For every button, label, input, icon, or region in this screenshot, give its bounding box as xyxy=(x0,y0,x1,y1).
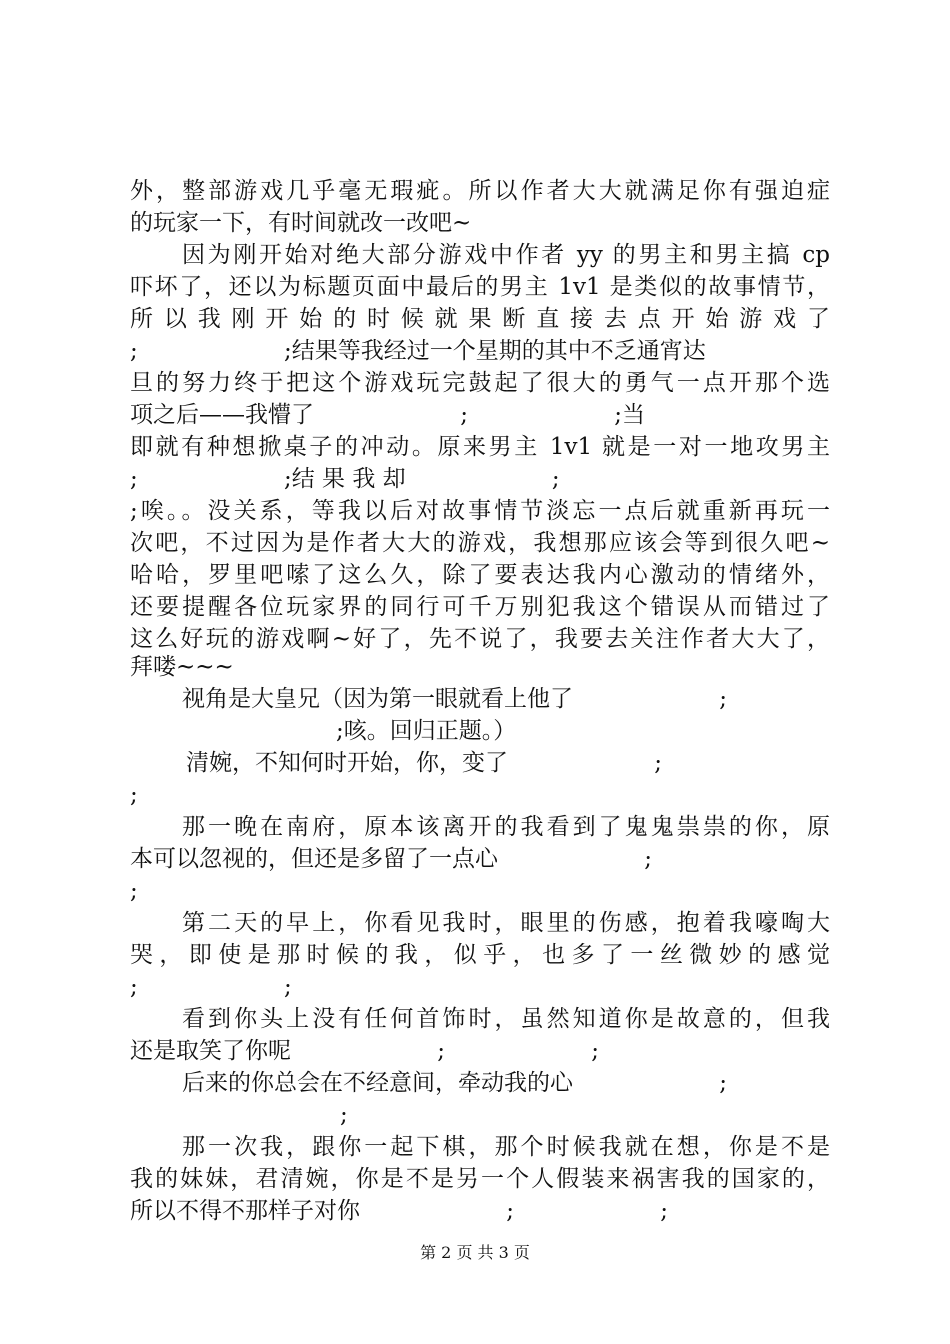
text-line: ;咳。回归正题。） xyxy=(336,718,517,744)
text-line: 项之后——我懵了 ; ;当 xyxy=(130,402,645,428)
text-line: 看到你头上没有任何首饰时，虽然知道你是故意的，但我 xyxy=(182,1006,830,1032)
text-line: 第二天的早上，你看见我时，眼里的伤感，抱着我嚎啕大 xyxy=(182,910,830,936)
text-line: 清婉，不知何时开始，你，变了 ; xyxy=(186,750,662,776)
text-line: 次吧，不过因为是作者大大的游戏，我想那应该会等到很久吧~ xyxy=(130,530,830,556)
page-number-footer: 第 2 页 共 3 页 xyxy=(420,1243,530,1262)
text-line: 还是取笑了你呢 ; ; xyxy=(130,1038,599,1064)
text-line: ;唉。。没关系，等我以后对故事情节淡忘一点后就重新再玩一 xyxy=(130,498,830,524)
text-line: 那一次我，跟你一起下棋，那个时候我就在想，你是不是 xyxy=(182,1134,830,1160)
text-line: 所以不得不那样子对你 ; ; xyxy=(130,1198,668,1224)
text-line: ; ;结果等我经过一个星期的其中不乏通宵达 xyxy=(130,338,706,364)
text-line: 本可以忽视的，但还是多留了一点心 ; xyxy=(130,846,652,872)
text-line: 吓坏了，还以为标题页面中最后的男主 1v1 是类似的故事情节， xyxy=(130,274,830,300)
text-line: 哭，即使是那时候的我，似乎，也多了一丝微妙的感觉 xyxy=(130,942,830,968)
text-line: 视角是大皇兄（因为第一眼就看上他了 ; xyxy=(182,686,727,712)
text-line: ; ; xyxy=(130,974,292,1000)
text-line: 后来的你总会在不经意间，牵动我的心 ; xyxy=(182,1070,727,1096)
text-line: 还要提醒各位玩家界的同行可千万别犯我这个错误从而错过了 xyxy=(130,594,830,620)
text-line: 哈哈，罗里吧嗦了这么久，除了要表达我内心激动的情绪外， xyxy=(130,562,830,588)
text-line: ; xyxy=(130,782,138,808)
text-line: ; ;结 果 我 却 ; xyxy=(130,466,560,492)
text-line: 所 以 我 刚 开 始 的 时 候 就 果 断 直 接 去 点 开 始 游 戏 了 xyxy=(130,306,830,332)
text-line: 因为刚开始对绝大部分游戏中作者 yy 的男主和男主搞 cp xyxy=(182,242,830,268)
text-line: 我的妹妹，君清婉，你是不是另一个人假装来祸害我的国家的， xyxy=(130,1166,830,1192)
text-line: 拜喽~~~ xyxy=(130,654,234,680)
text-line: ; xyxy=(130,878,138,904)
text-line: 这么好玩的游戏啊~好了，先不说了，我要去关注作者大大了， xyxy=(130,626,830,652)
text-line: 外，整部游戏几乎毫无瑕疵。所以作者大大就满足你有强迫症 xyxy=(130,178,830,204)
text-line: ; xyxy=(340,1102,348,1128)
text-line: 的玩家一下，有时间就改一改吧~ xyxy=(130,210,472,236)
text-line: 旦的努力终于把这个游戏玩完鼓起了很大的勇气一点开那个选 xyxy=(130,370,830,396)
text-line: 那一晚在南府，原本该离开的我看到了鬼鬼祟祟的你，原 xyxy=(182,814,830,840)
text-line: 即就有种想掀桌子的冲动。原来男主 1v1 就是一对一地攻男主 xyxy=(130,434,830,460)
